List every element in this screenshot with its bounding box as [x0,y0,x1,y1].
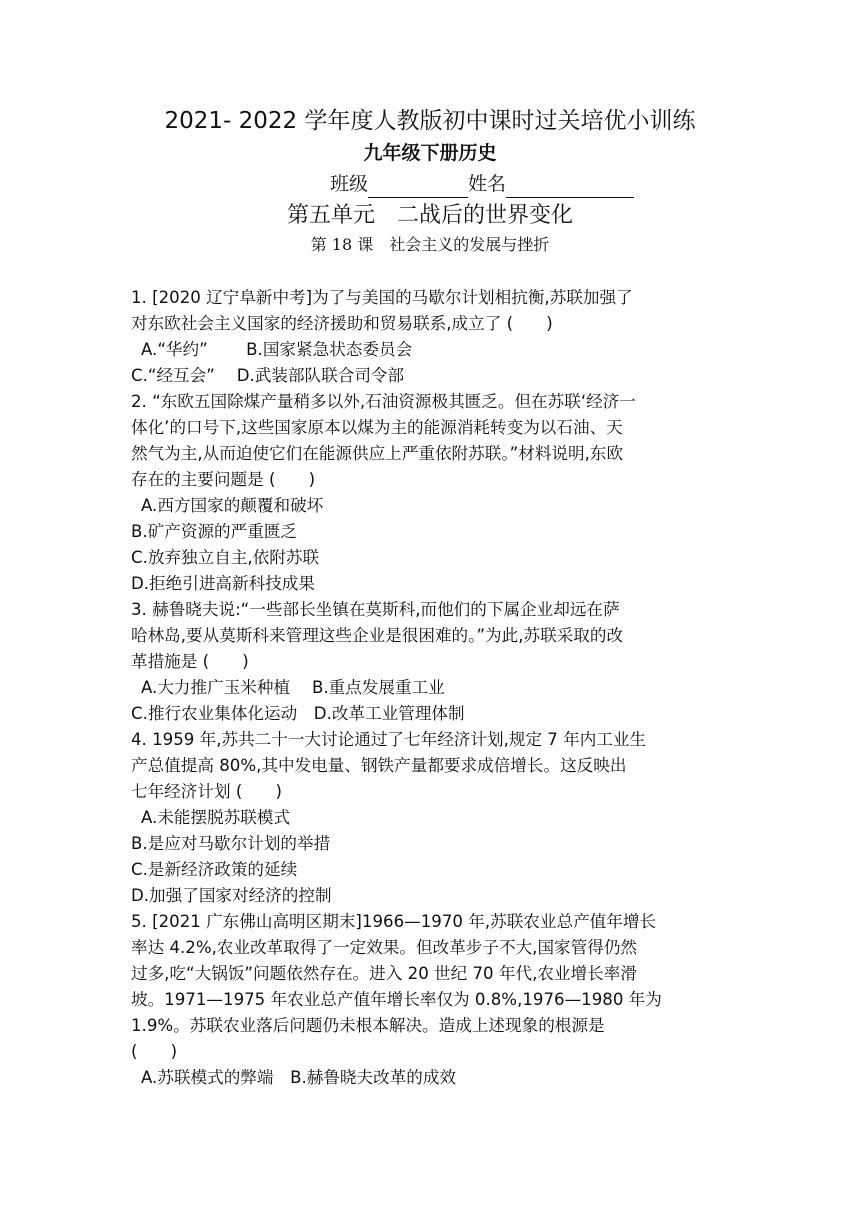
student-info-line [330,170,634,198]
text-line: 2. “东欧五国除煤产量稍多以外,石油资源极其匮乏。但在苏联‘经济一 [131,392,636,411]
unit-heading: 第五单元 二战后的世界变化 [286,203,573,228]
option-line: C.“经互会” D.武装部队联合司令部 [131,366,405,385]
option-line: A.西方国家的颠覆和破坏 [141,496,324,515]
text-line: 然气为主,从而迫使它们在能源供应上严重依附苏联。”材料说明,东欧 [131,444,624,463]
option-line: C.是新经济政策的延续 [131,860,298,879]
option-line: B.矿产资源的严重匮乏 [131,522,298,541]
option-line: A.“华约” B.国家紧急状态委员会 [141,340,413,359]
text-line: 3. 赫鲁晓夫说:“一些部长坐镇在莫斯科,而他们的下属企业却远在萨 [131,600,620,619]
option-line: C.推行农业集体化运动 D.改革工业管理体制 [131,704,465,723]
text-line: 存在的主要问题是 ( ) [131,470,316,489]
text-line: 率达 4.2%,农业改革取得了一定效果。但改革步子不大,国家管得仍然 [131,938,638,957]
page-subtitle: 九年级下册历史 [363,142,497,164]
option-line: B.是应对马歇尔计划的举措 [131,834,331,853]
text-line: 1.9%。苏联农业落后问题仍未根本解决。造成上述现象的根源是 [131,1016,605,1035]
option-line: D.拒绝引进高新科技成果 [131,574,315,593]
name-blank[interactable] [506,175,634,198]
option-line: D.加强了国家对经济的控制 [131,886,332,905]
text-line: 哈林岛,要从莫斯科来管理这些企业是很困难的。”为此,苏联采取的改 [131,626,624,645]
lesson-heading: 第 18 课 社会主义的发展与挫折 [310,235,550,254]
option-line: A.未能摆脱苏联模式 [141,808,291,827]
text-line: 坡。1971—1975 年农业总产值年增长率仅为 0.8%,1976—1980 年为 [131,990,662,1009]
name-label: 姓名 [468,173,507,195]
option-line: C.放弃独立自主,依附苏联 [131,548,320,567]
text-line: 5. [2021 广东佛山高明区期末]1966—1970 年,苏联农业总产值年增长 [131,912,657,931]
option-line: A.大力推广玉米种植 B.重点发展重工业 [141,678,445,697]
text-line: 4. 1959 年,苏共二十一大讨论通过了七年经济计划,规定 7 年内工业生 [131,730,647,749]
text-line: 七年经济计划 ( ) [131,782,282,801]
option-line: A.苏联模式的弊端 B.赫鲁晓夫改革的成效 [141,1068,457,1087]
text-line: 1. [2020 辽宁阜新中考]为了与美国的马歇尔计划相抗衡,苏联加强了 [131,288,633,307]
text-line: ( ) [131,1042,178,1061]
text-line: 体化’的口号下,这些国家原本以煤为主的能源消耗转变为以石油、天 [131,418,623,437]
text-line: 革措施是 ( ) [131,652,249,671]
question-list [131,285,731,1091]
class-blank[interactable] [368,175,468,198]
text-line: 过多,吃“大锅饭”问题依然存在。进入 20 世纪 70 年代,农业增长率滑 [131,964,637,983]
text-line: 产总值提高 80%,其中发电量、钢铁产量都要求成倍增长。这反映出 [131,756,627,775]
page-title: 2021- 2022 学年度人教版初中课时过关培优小训练 [164,108,696,134]
text-line: 对东欧社会主义国家的经济援助和贸易联系,成立了 ( ) [131,314,553,333]
class-label: 班级 [330,173,369,195]
